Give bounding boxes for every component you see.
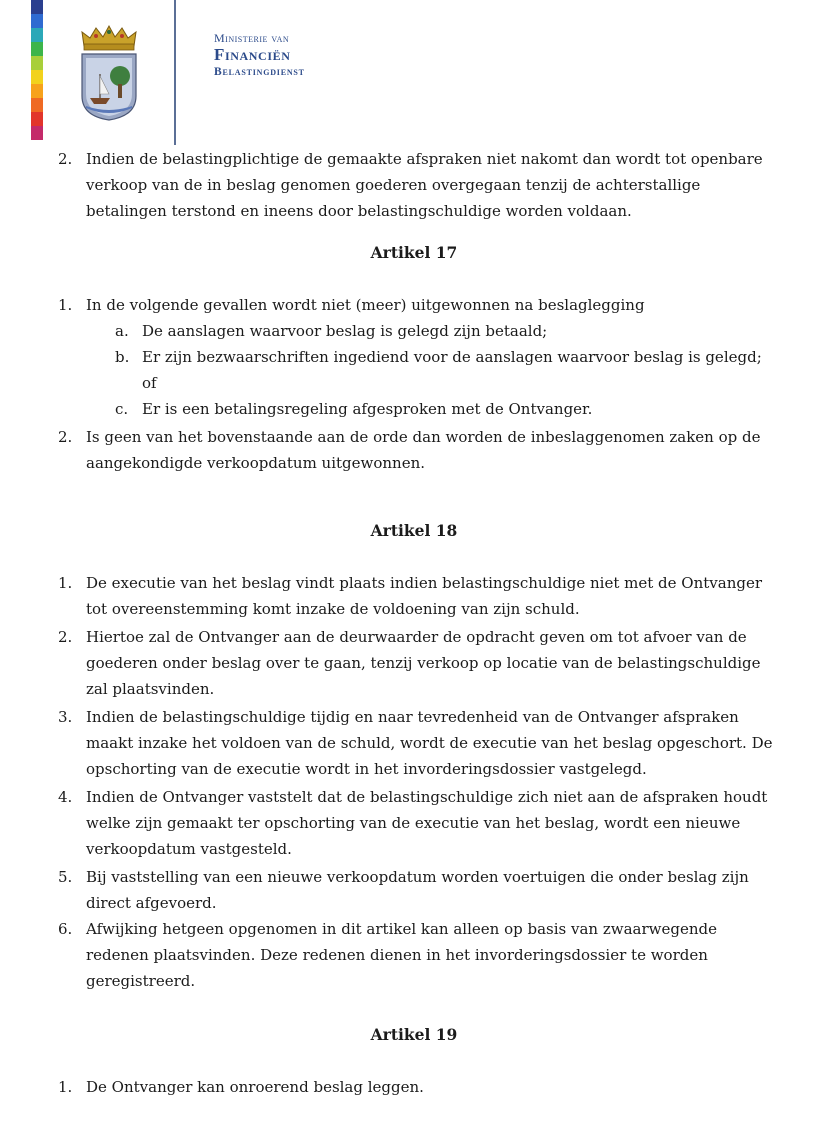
- sub-item-letter: a.: [115, 322, 129, 340]
- strip-segment: [31, 126, 43, 140]
- item-number: 2.: [58, 628, 73, 646]
- strip-segment: [31, 70, 43, 84]
- strip-segment: [31, 56, 43, 70]
- ministry-line1: Ministerie van: [214, 31, 290, 45]
- article-heading: Artikel 17: [370, 243, 458, 262]
- item-number: 1.: [58, 1078, 73, 1096]
- ministry-line3: Belastingdienst: [214, 65, 305, 78]
- strip-segment: [31, 84, 43, 98]
- strip-segment: [31, 42, 43, 56]
- item-number: 1.: [58, 574, 73, 592]
- item-number: 2.: [58, 428, 73, 446]
- coat-of-arms-icon: [76, 24, 142, 122]
- strip-segment: [31, 112, 43, 126]
- item-text: Bij vaststelling van een nieuwe verkoopdatum worden voertuigen die onder beslag zijn direct afgevoerd.: [86, 868, 749, 912]
- item-number: 3.: [58, 708, 73, 726]
- item-number: 4.: [58, 788, 73, 806]
- list-item: [58, 916, 778, 994]
- item-text: Indien de Ontvanger vaststelt dat de belastingschuldige zich niet aan de afspraken houdt welke zijn gemaakt ter opschorting van de executie van het beslag, wordt een nieuwe verkoopdatum vastgesteld.: [86, 788, 768, 858]
- list-item: [58, 864, 778, 916]
- sub-item-text: Er is een betalingsregeling afgesproken met de Ontvanger.: [142, 400, 593, 418]
- item-text: Indien de belastingschuldige tijdig en naar tevredenheid van de Ontvanger afspraken maakt inzake het voldoen van de schuld, wordt de executie van het beslag opgeschort. De opschorting van de executie wordt in het invorderingsdossier vastgelegd.: [86, 708, 773, 778]
- strip-segment: [31, 0, 43, 14]
- list-item: [58, 424, 778, 476]
- item-text: Afwijking hetgeen opgenomen in dit artikel kan alleen op basis van zwaarwegende redenen plaatsvinden. Deze redenen dienen in het invorderingsdossier te worden geregistreerd.: [86, 920, 717, 990]
- item-number: 2.: [58, 150, 73, 168]
- item-number: 1.: [58, 296, 73, 314]
- article-heading: Artikel 18: [370, 521, 458, 540]
- list-item: [58, 784, 778, 862]
- strip-segment: [31, 14, 43, 28]
- sub-item-letter: c.: [115, 400, 129, 418]
- article-heading: Artikel 19: [370, 1025, 458, 1044]
- sub-item: [115, 318, 775, 344]
- list-item: [58, 292, 778, 318]
- sub-item-text: Er zijn bezwaarschriften ingediend voor de aanslagen waarvoor beslag is gelegd; of: [142, 348, 762, 392]
- strip-segment: [31, 28, 43, 42]
- sub-item-letter: b.: [115, 348, 130, 366]
- list-item: [58, 146, 778, 224]
- list-item: [58, 1074, 778, 1100]
- strip-segment: [31, 98, 43, 112]
- item-text: Is geen van het bovenstaande aan de orde dan worden de inbeslaggenomen zaken op de aangekondigde verkoopdatum uitgewonnen.: [86, 428, 761, 472]
- ministry-logo-text: [214, 32, 305, 79]
- sub-item: [115, 344, 775, 396]
- sub-item: [115, 396, 775, 422]
- item-text: Indien de belastingplichtige de gemaakte afspraken niet nakomt dan wordt tot openbare verkoop van de in beslag genomen goederen overgegaan tenzij de achterstallige betalingen terstond en ineens door belastingschuldige worden voldaan.: [86, 150, 763, 220]
- item-text: In de volgende gevallen wordt niet (meer) uitgewonnen na beslaglegging: [86, 296, 645, 314]
- list-item: [58, 570, 778, 622]
- color-strip: [31, 0, 43, 140]
- header-divider: [174, 0, 176, 145]
- item-number: 6.: [58, 920, 73, 938]
- list-item: [58, 624, 778, 702]
- item-text: De executie van het beslag vindt plaats indien belastingschuldige niet met de Ontvanger tot overeenstemming komt inzake de voldoening van zijn schuld.: [86, 574, 763, 618]
- item-text: Hiertoe zal de Ontvanger aan de deurwaarder de opdracht geven om tot afvoer van de goederen onder beslag over te gaan, tenzij verkoop op locatie van de belastingschuldige zal plaatsvinden.: [86, 628, 761, 698]
- item-text: De Ontvanger kan onroerend beslag leggen.: [86, 1078, 424, 1096]
- sub-item-text: De aanslagen waarvoor beslag is gelegd zijn betaald;: [142, 322, 548, 340]
- item-number: 5.: [58, 868, 73, 886]
- ministry-line2: Financiën: [214, 45, 291, 65]
- list-item: [58, 704, 778, 782]
